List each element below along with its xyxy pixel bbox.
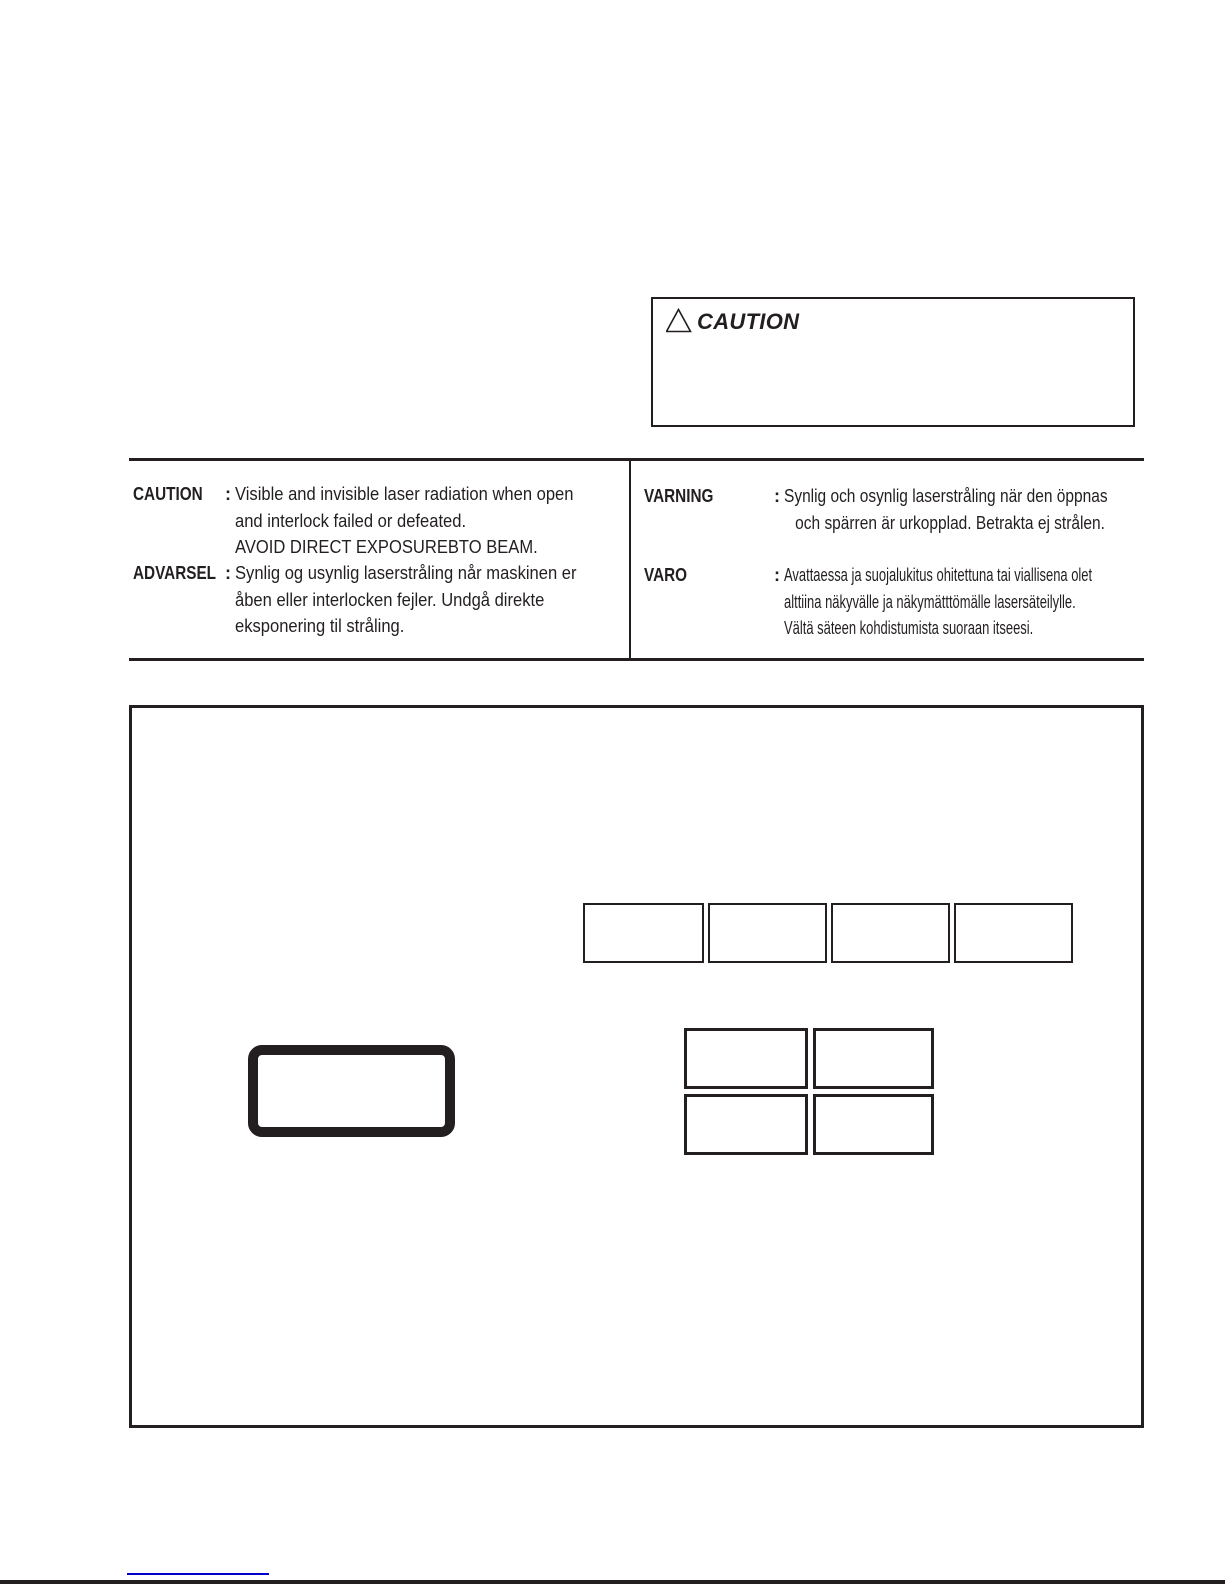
label-separator: : [225,563,231,583]
label-separator: : [774,565,780,585]
diagram-grid-box-3 [684,1094,808,1155]
table-rule-top [129,458,1144,461]
warning-label: CAUTION [133,484,203,504]
warning-entry-advarsel [133,560,627,640]
warning-line: Avattaessa ja suojalukitus ohitettuna tai viallisena olet [784,565,1093,585]
table-rule-bottom [129,658,1144,661]
footer-link-underline[interactable] [127,1573,269,1575]
warning-line: eksponering til stråling. [235,616,405,636]
diagram-box-2 [708,903,827,963]
warning-line: alttiina näkyvälle ja näkymätttömälle lasersäteilylle. [784,591,1076,612]
label-plate-outline [248,1045,455,1137]
warning-line: Visible and invisible laser radiation when open [235,484,574,504]
warning-label: VARNING [644,486,714,506]
page-bottom-edge [0,1580,1225,1584]
table-column-divider [629,458,631,661]
warning-line: åben eller interlocken fejler. Undgå direkte [235,589,545,610]
diagram-grid-box-1 [684,1028,808,1089]
diagram-box-3 [831,903,950,963]
warning-entry-varo [644,562,1142,642]
warning-triangle-icon [666,308,692,338]
warning-line: och spärren är urkopplad. Betrakta ej strålen. [795,512,1105,533]
diagram-grid-box-4 [813,1094,934,1155]
label-separator: : [225,484,231,504]
warning-entry-caution [133,481,627,561]
warning-line: Vältä säteen kohdistumista suoraan itseesi. [784,618,1034,638]
caution-panel [651,297,1135,427]
warning-line: Synlig og usynlig laserstråling når maskinen er [235,563,577,583]
warning-label: VARO [644,565,688,585]
label-separator: : [774,486,780,506]
diagram-box-4 [954,903,1073,963]
diagram-box-1 [583,903,704,963]
warning-line: and interlock failed or defeated. [235,510,467,531]
warning-line: AVOID DIRECT EXPOSUREBTO BEAM. [235,537,538,557]
warning-label: ADVARSEL [133,563,217,583]
caution-panel-title: CAUTION [697,309,800,334]
warning-entry-varning [644,483,1142,536]
warning-line: Synlig och osynlig laserstråling när den öppnas [784,486,1108,506]
diagram-grid-box-2 [813,1028,934,1089]
